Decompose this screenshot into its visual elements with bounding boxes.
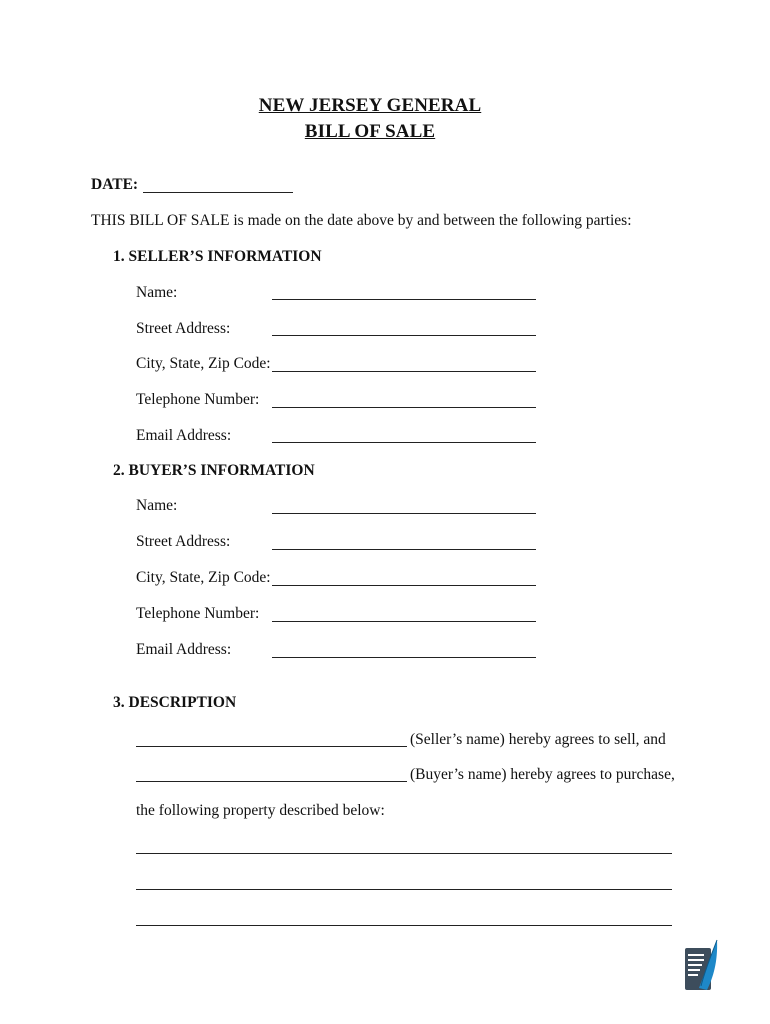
buyer-name-blank[interactable] [136,781,407,782]
property-line-1[interactable] [136,853,672,854]
property-line-2[interactable] [136,889,672,890]
seller-phone-label: Telephone Number: [136,391,260,408]
seller-email-label: Email Address: [136,427,232,444]
description-section-heading: 3. DESCRIPTION [113,694,237,711]
property-description-text: the following property described below: [136,802,385,819]
seller-clause-text: (Seller’s name) hereby agrees to sell, and [410,731,666,748]
seller-street-field[interactable] [272,335,536,336]
buyer-section-heading: 2. BUYER’S INFORMATION [113,462,315,479]
document-feather-logo-icon [683,938,719,992]
seller-city-field[interactable] [272,371,536,372]
seller-section-heading: 1. SELLER’S INFORMATION [113,248,322,265]
seller-street-label: Street Address: [136,320,231,337]
property-line-3[interactable] [136,925,672,926]
seller-email-field[interactable] [272,442,536,443]
buyer-phone-field[interactable] [272,621,536,622]
date-field[interactable] [143,192,293,193]
buyer-street-label: Street Address: [136,533,231,550]
intro-text: THIS BILL OF SALE is made on the date above by and between the following parties: [91,212,632,229]
buyer-name-label: Name: [136,497,178,514]
seller-name-blank[interactable] [136,746,407,747]
buyer-clause-text: (Buyer’s name) hereby agrees to purchase, [410,766,675,783]
buyer-city-label: City, State, Zip Code: [136,569,271,586]
document-title-line1: NEW JERSEY GENERAL [258,95,482,116]
buyer-email-field[interactable] [272,657,536,658]
buyer-name-field[interactable] [272,513,536,514]
seller-phone-field[interactable] [272,407,536,408]
document-title-line2: BILL OF SALE [304,121,436,142]
buyer-email-label: Email Address: [136,641,232,658]
date-label: DATE: [91,176,139,193]
buyer-street-field[interactable] [272,549,536,550]
seller-name-label: Name: [136,284,178,301]
seller-city-label: City, State, Zip Code: [136,355,271,372]
buyer-city-field[interactable] [272,585,536,586]
seller-name-field[interactable] [272,299,536,300]
buyer-phone-label: Telephone Number: [136,605,260,622]
